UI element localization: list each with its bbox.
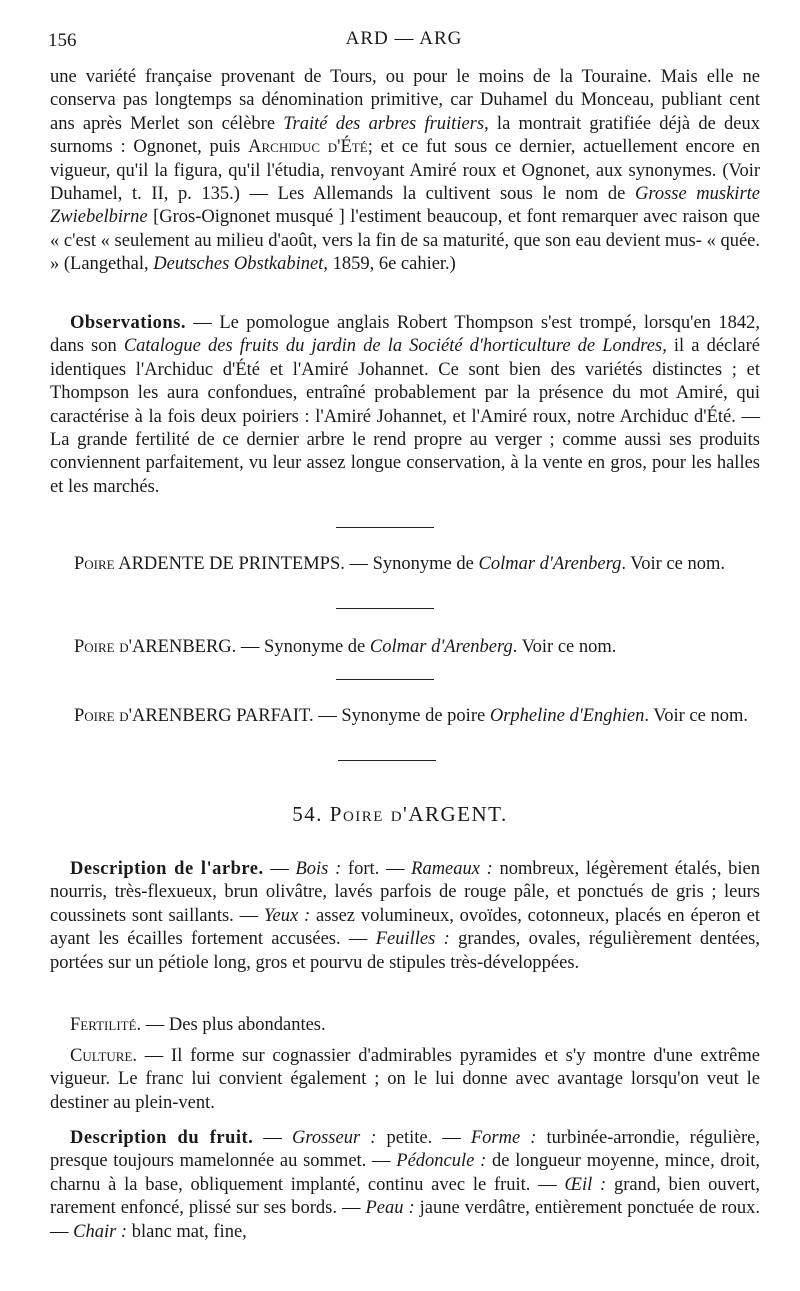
text-run: — xyxy=(253,1128,292,1148)
observations-paragraph xyxy=(50,312,760,499)
tree-description-paragraph xyxy=(50,858,760,975)
culture-label: Culture. xyxy=(70,1046,138,1066)
term-bois: Bois : xyxy=(295,859,342,879)
entry-reference: Colmar d'Arenberg xyxy=(369,637,513,657)
synonym-entry xyxy=(74,636,782,659)
term-yeux: Yeux : xyxy=(263,905,311,926)
text-run: turbinée-arrondie, régulière, presque toujours mamelonnée au sommet. — xyxy=(50,1128,761,1172)
intro-text-5: , 1859, 6e cahier.) xyxy=(323,254,456,275)
divider-rule xyxy=(338,760,436,761)
intro-text-1: une variété française provenant de Tours, ou pour le moins de la Touraine. Mais elle ne conserva pas longtemps sa dénomination primitive, car Duhamel du Monceau, publiant cent ans après Merlet son célèbre xyxy=(50,67,760,134)
tree-description-label: Description de l'arbre. xyxy=(70,859,264,879)
culture-paragraph xyxy=(50,1045,760,1115)
entry-prefix: Poire d' xyxy=(74,637,132,657)
fertility-paragraph xyxy=(50,1014,760,1037)
fruit-description-label: Description du fruit. xyxy=(70,1128,254,1148)
book-title-duhamel: Traité des arbres fruitiers xyxy=(283,113,485,134)
term-rameaux: Rameaux : xyxy=(411,859,493,879)
fertility-label: Fertilité. xyxy=(70,1015,142,1035)
term-pedoncule: Pédoncule : xyxy=(396,1151,487,1172)
section-title xyxy=(0,802,800,827)
synonym-entry xyxy=(74,553,782,576)
entry-text: — Synonyme de poire xyxy=(313,706,490,726)
text-run: petite. — xyxy=(376,1128,471,1148)
book-title-catalogue: Catalogue des fruits du jardin de la Société d'horticulture de Londres xyxy=(123,336,663,357)
intro-paragraph xyxy=(50,66,760,277)
text-run: blanc mat, fine, xyxy=(127,1221,247,1242)
entry-text: . Voir ce nom. xyxy=(621,554,725,574)
german-variety-name: Grosse muskirte Zwiebelbirne xyxy=(50,184,760,228)
entry-text: — Synonyme de xyxy=(236,637,370,657)
observations-label: Observations. xyxy=(70,313,186,333)
fruit-description-paragraph xyxy=(50,1127,760,1244)
page-header xyxy=(48,26,760,56)
text-run: grand, bien ouvert, rarement enfoncé, plissé sur ses bords. — xyxy=(50,1174,760,1219)
section-prefix: Poire d' xyxy=(329,802,409,826)
term-oeil: Œil : xyxy=(564,1174,607,1195)
text-run: de longueur moyenne, mince, droit, charnu à la base, obliquement implanté, continu avec le fruit. — xyxy=(50,1151,760,1195)
entry-reference: Colmar d'Arenberg xyxy=(478,554,622,574)
term-chair: Chair : xyxy=(73,1221,128,1242)
entry-name: ARDENTE DE PRINTEMPS. xyxy=(118,554,345,574)
fertility-text: — Des plus abondantes. xyxy=(141,1015,326,1035)
text-run: — xyxy=(263,859,296,879)
text-run: grandes, ovales, régulièrement dentées, portées sur un pétiole long, gros et pourvu de stipules très-développées. xyxy=(50,929,760,973)
entry-text: . Voir ce nom. xyxy=(644,706,748,726)
section-number: 54. xyxy=(292,802,324,826)
page-number: 156 xyxy=(48,30,77,51)
text-run: jaune verdâtre, entièrement ponctuée de roux. — xyxy=(50,1198,760,1242)
term-grosseur: Grosseur : xyxy=(291,1128,377,1148)
intro-text-2: , la montrait gratifiée déjà de deux surnoms : Ognonet, puis xyxy=(50,113,760,158)
entry-prefix: Poire xyxy=(74,554,115,574)
term-peau: Peau : xyxy=(365,1198,415,1219)
term-forme: Forme : xyxy=(470,1128,537,1148)
variety-name-archiduc: Archiduc d'Été xyxy=(248,137,368,158)
observations-text-1: — Le pomologue anglais Robert Thompson s'est trompé, lorsqu'en 1842, dans son xyxy=(50,313,760,357)
entry-text: — Synonyme de xyxy=(344,554,479,574)
book-title-langethal: Deutsches Obstkabinet xyxy=(153,254,324,275)
entry-reference: Orpheline d'Enghien xyxy=(489,706,645,726)
culture-text: — Il forme sur cognassier d'admirables pyramides et s'y montre d'une extrême vigueur. Le franc lui convient également ; on le lui donne avec avantage lorsqu'on veut le destiner au plein-vent. xyxy=(50,1046,760,1113)
entry-text: . Voir ce nom. xyxy=(512,637,617,657)
divider-rule xyxy=(336,679,434,680)
divider-rule xyxy=(336,527,434,528)
term-feuilles: Feuilles : xyxy=(375,929,450,950)
entry-name: ARENBERG. xyxy=(131,637,237,657)
intro-text-3: ; et ce fut sous ce dernier, actuellement encore en vigueur, qu'il la figura, qu'il l'étudia, renvoyant Amiré roux et Ognonet, aux synonymes. (Voir Duhamel, t. II, p. 135.) — Les Allemands la cultivent sous le nom de xyxy=(50,137,760,205)
entry-name: ARENBERG PARFAIT. xyxy=(131,706,314,726)
intro-text-4: [Gros-Oignonet musqué ] l'estiment beaucoup, et font remarquer avec raison que « c'est « seulement au milieu d'août, vers la fin de sa maturité, que son eau devient mus- « quée. » (Langethal, xyxy=(50,207,760,275)
observations-text-2: , il a déclaré identiques l'Archiduc d'Été et l'Amiré Johannet. Ce sont bien des variétés distinctes ; et Thompson les aura confondues, entraîné probablement par la présence du mot Amiré, qui caractérise à la fois deux poiriers : l'Amiré Johannet, et l'Amiré roux, notre Archiduc d'Été. — La grande fertilité de ce dernier arbre le rend propre au verger ; comme aussi ses produits conviennent parfaitement, vu leur assez longue conservation, à la vente en gros, pour les halles et les marchés. xyxy=(50,336,760,497)
text-run: fort. — xyxy=(341,859,412,879)
divider-rule xyxy=(336,608,434,609)
text-run: assez volumineux, ovoïdes, cotonneux, placés en éperon et ayant les écailles fortement accusées. — xyxy=(50,905,760,950)
section-name: ARGENT. xyxy=(408,802,508,826)
entry-prefix: Poire d' xyxy=(74,706,132,726)
running-head: ARD — ARG xyxy=(345,28,463,49)
synonym-entry xyxy=(74,705,782,728)
text-run: nombreux, légèrement étalés, bien nourris, très-flexueux, brun olivâtre, lavés parfois de rouge pâle, et ponctués de gris ; leurs coussinets sont saillants. — xyxy=(50,859,760,926)
